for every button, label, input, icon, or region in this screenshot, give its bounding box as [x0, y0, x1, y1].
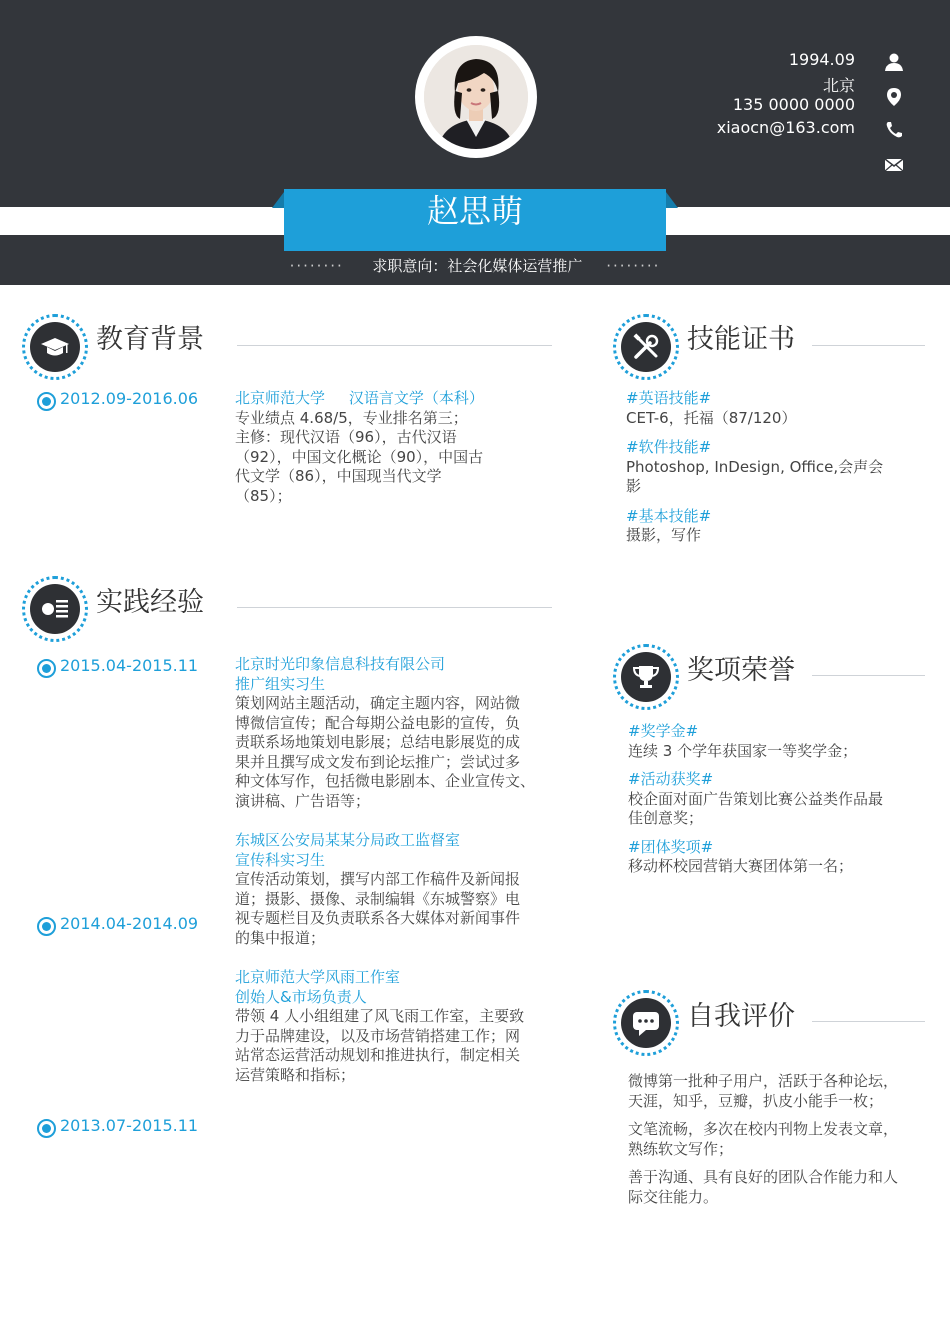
- award-line: 连续 3 个学年获国家一等奖学金；: [628, 741, 858, 760]
- experience-entry: [235, 831, 565, 948]
- experience-org: 东城区公安局某某分局政工监督室: [235, 831, 461, 849]
- experience-section-icon: [22, 576, 88, 642]
- experience-line: 果并且撰写成文发布到论坛推广；尝试过多: [235, 752, 521, 771]
- contact-city: 北京: [822, 76, 855, 95]
- experience-line: 力于品牌建设，以及市场营销搭建工作；网: [235, 1026, 521, 1045]
- graduation-cap-icon: [40, 332, 70, 362]
- self-eval-section-icon: [613, 990, 679, 1056]
- experience-line: 宣传活动策划，撰写内部工作稿件及新闻报: [235, 870, 521, 888]
- education-line: （85）；: [235, 486, 292, 505]
- self-eval-title: 自我评价: [687, 1001, 795, 1032]
- education-line: 主修：现代汉语（96），古代汉语: [235, 428, 457, 446]
- skill-line: 摄影，写作: [626, 526, 702, 544]
- experience-line: 视专题栏目及负责联系各大媒体对新闻事件: [235, 909, 521, 927]
- timeline-bullet: [37, 659, 56, 678]
- experience-line: 的集中报道；: [235, 928, 326, 947]
- name-text: 赵思萌: [426, 192, 523, 230]
- awards-divider: [812, 675, 925, 676]
- experience-line: 责联系场地策划电影展；总结电影展览的成: [235, 733, 521, 751]
- experience-line: 演讲稿、广告语等；: [235, 791, 371, 810]
- self-eval-line: 微博第一批种子用户，活跃于各种论坛，: [628, 1072, 899, 1090]
- trophy-icon: [631, 662, 661, 692]
- experience-divider: [237, 607, 552, 608]
- experience-role: 推广组实习生: [235, 674, 326, 693]
- education-section-icon: [22, 314, 88, 380]
- experience-role: 宣传科实习生: [235, 850, 326, 869]
- mail-icon: [884, 155, 904, 175]
- contact-phone: 135 0000 0000: [732, 95, 855, 114]
- experience-date: 2013.07-2015.11: [60, 1116, 199, 1135]
- skill-tag: #基本技能#: [626, 506, 712, 525]
- award-tag: #团体奖项#: [628, 837, 714, 856]
- dots-left: ········: [289, 257, 344, 275]
- experience-role: 创始人&市场负责人: [235, 987, 367, 1006]
- education-major: 汉语言文学（本科）: [348, 389, 484, 407]
- experience-date: 2014.04-2014.09: [60, 914, 199, 933]
- education-school: 北京师范大学: [235, 389, 326, 407]
- experience-line: 带领 4 人小组组建了风飞雨工作室，主要致: [235, 1007, 525, 1025]
- skills-section-icon: [613, 314, 679, 380]
- experience-org: 北京师范大学风雨工作室: [235, 968, 401, 986]
- education-date: 2012.09-2016.06: [60, 389, 199, 408]
- skill-line: 影: [626, 477, 642, 495]
- award-line: 佳创意奖；: [628, 809, 704, 827]
- experience-line: 运营策略和指标；: [235, 1065, 356, 1084]
- experience-line: 道；摄影、摄像、录制编辑《东城警察》电: [235, 889, 521, 908]
- chat-bubble-icon: [631, 1008, 661, 1038]
- timeline-bullet: [37, 917, 56, 936]
- awards-list: [628, 722, 928, 877]
- banner-fold-right: [666, 192, 678, 208]
- person-icon: [884, 52, 904, 72]
- self-eval-line: 文笔流畅，多次在校内刊物上发表文章，: [628, 1120, 899, 1138]
- skill-line: CET-6，托福（87/120）: [626, 408, 797, 427]
- education-line: 专业绩点 4.68/5，专业排名第三；: [235, 408, 468, 427]
- experience-date: 2015.04-2015.11: [60, 656, 199, 675]
- timeline-bullet: [37, 1119, 56, 1138]
- experience-org: 北京时光印象信息科技有限公司: [235, 655, 446, 673]
- education-title: 教育背景: [96, 324, 204, 355]
- contact-birth: 1994.09: [788, 50, 855, 69]
- profile-card-icon: [40, 594, 70, 624]
- skill-tag: #软件技能#: [626, 438, 712, 456]
- self-eval-line: 熟练软文写作；: [628, 1139, 734, 1158]
- award-line: 移动杯校园营销大赛团体第一名；: [628, 857, 854, 875]
- award-line: 校企面对面广告策划比赛公益类作品最: [628, 789, 884, 808]
- name-banner: [284, 189, 666, 251]
- experience-line: 策划网站主题活动，确定主题内容，网站微: [235, 694, 521, 712]
- education-line: 代文学（86），中国现当代文学: [235, 467, 442, 485]
- experience-line: 种文体写作，包括微电影剧本、企业宣传文、: [235, 772, 536, 790]
- award-tag: #活动获奖#: [628, 770, 714, 788]
- experience-title: 实践经验: [96, 587, 204, 618]
- skills-title: 技能证书: [687, 324, 795, 355]
- self-eval-text: [628, 1072, 938, 1207]
- contact-email: xiaocn@163.com: [716, 118, 855, 137]
- awards-title: 奖项荣誉: [687, 655, 795, 686]
- education-entry: [235, 389, 555, 506]
- avatar: [424, 45, 528, 149]
- objective-text: 求职意向：社会化媒体运营推广: [372, 257, 583, 275]
- self-eval-line: 天涯，知乎，豆瓣，扒皮小能手一枚；: [628, 1091, 884, 1110]
- self-eval-line: 际交往能力。: [628, 1187, 719, 1206]
- experience-entry: [235, 968, 565, 1085]
- skill-tag: #英语技能#: [626, 389, 712, 407]
- self-eval-line: 善于沟通、具有良好的团队合作能力和人: [628, 1168, 899, 1186]
- banner-fold-left: [272, 192, 284, 208]
- experience-line: 站常态运营活动规划和推进执行，制定相关: [235, 1046, 521, 1064]
- skills-divider: [812, 345, 925, 346]
- phone-icon: [884, 120, 904, 140]
- dots-right: ········: [606, 257, 661, 275]
- location-icon: [884, 87, 904, 107]
- experience-line: 博微信宣传；配合每期公益电影的宣传，负: [235, 713, 521, 732]
- self-eval-divider: [812, 1021, 925, 1022]
- award-tag: #奖学金#: [628, 722, 699, 740]
- objective-line: [0, 255, 950, 276]
- tools-icon: [631, 332, 661, 362]
- education-divider: [237, 345, 552, 346]
- experience-entry: [235, 655, 565, 811]
- awards-section-icon: [613, 644, 679, 710]
- timeline-bullet: [37, 392, 56, 411]
- education-line: （92），中国文化概论（90），中国古: [235, 447, 484, 466]
- skills-list: [626, 389, 926, 546]
- skill-line: Photoshop, InDesign, Office,会声会: [626, 457, 884, 476]
